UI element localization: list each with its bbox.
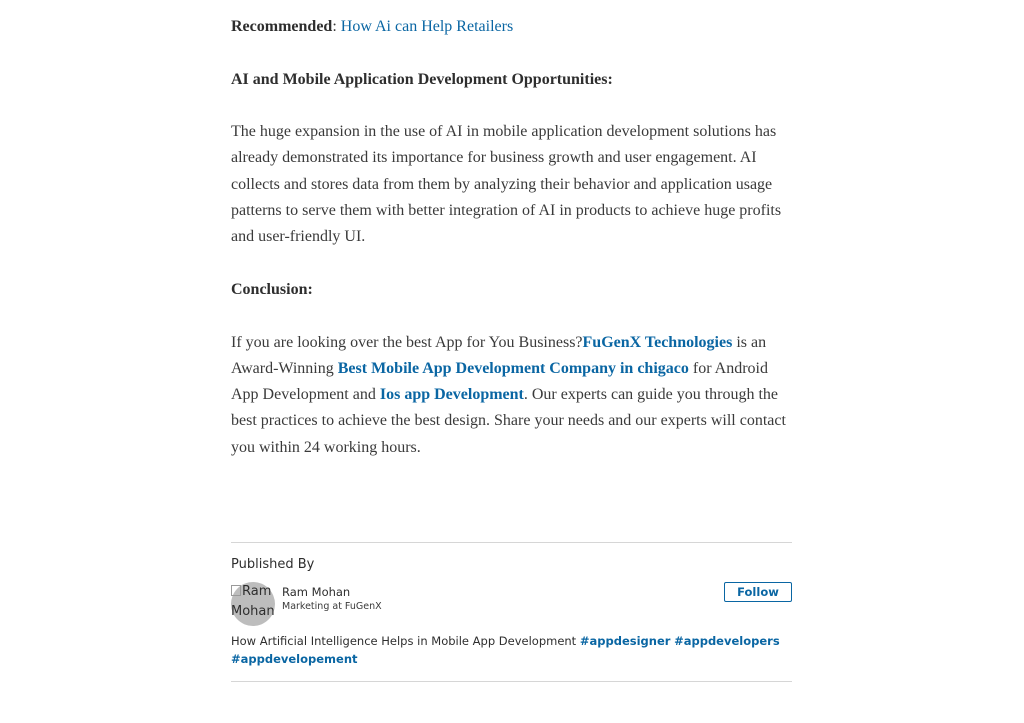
published-by-label: Published By [231, 557, 315, 572]
section-heading-conclusion-text: Conclusion: [231, 280, 313, 298]
post-title: How Artificial Intelligence Helps in Mobile App Development [231, 634, 577, 648]
section-heading-ai-text: AI and Mobile Application Development Opportunities: [231, 70, 613, 88]
paragraph-ai: The huge expansion in the use of AI in mobile application development solutions has already demonstrated its importance for business growth and user engagement. AI collects and stores data from them by analyzing their behavior and application usage patterns to serve them with better integration of AI in products to achieve huge profits and user-friendly UI. [231, 123, 782, 246]
avatar-alt-text: Ram Mohan [231, 584, 275, 619]
hashtag-appdesigner[interactable]: #appdesigner [579, 634, 671, 648]
hashtag-appdevelopement[interactable]: #appdevelopement [231, 651, 358, 666]
recommended-link[interactable]: How Ai can Help Retailers [340, 18, 514, 35]
article-body [231, 14, 792, 487]
conclusion-text-2: is an Award-Winning [231, 333, 767, 377]
ios-app-development-link[interactable]: Ios app Development [379, 386, 524, 404]
recommended-label: Recommended [231, 18, 333, 35]
section-heading-conclusion [231, 277, 792, 303]
author-title: Marketing at FuGenX [282, 601, 382, 612]
recommended-separator: : [332, 18, 341, 35]
best-mobile-app-company-link[interactable]: Best Mobile App Development Company in chigaco [337, 359, 689, 377]
follow-button[interactable]: Follow [724, 582, 792, 602]
divider-top [231, 542, 792, 543]
hashtag-appdevelopers[interactable]: #appdevelopers [674, 634, 780, 648]
conclusion-text-3: for Android App Development and [231, 359, 768, 404]
avatar-alt [231, 582, 275, 622]
author-name[interactable]: Ram Mohan [282, 585, 351, 599]
broken-image-icon [231, 585, 241, 596]
section-heading-ai [231, 67, 792, 93]
fugenx-link[interactable]: FuGenX Technologies [582, 333, 733, 351]
conclusion-text-4: . Our experts can guide you through the best practices to achieve the best design. Share your needs and our experts will contact you within 24 working hours. [231, 386, 786, 456]
divider-bottom [231, 681, 792, 682]
conclusion-text-1: If you are looking over the best App for You Business? [231, 333, 583, 351]
recommended-line [231, 14, 792, 40]
avatar[interactable] [231, 582, 275, 626]
paragraph-conclusion [231, 330, 792, 461]
post-caption [231, 633, 792, 668]
